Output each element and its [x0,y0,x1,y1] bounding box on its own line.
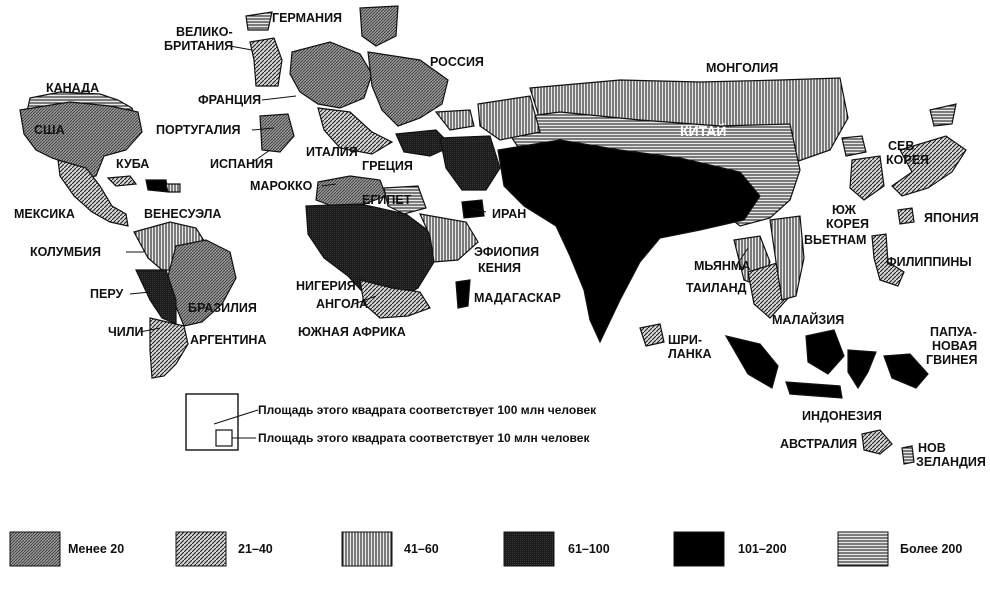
region-iran [440,136,500,190]
region-india [498,140,760,342]
region-madagascar [456,280,470,308]
label-vietnam: ВЬЕТНАМ [804,233,867,247]
label-png-line1: ПАПУА- [930,325,977,339]
region-caucasus [436,110,474,130]
region-sri-lanka [640,324,664,346]
label-south-korea-line1: ЮЖ [832,203,856,217]
region-indonesia-sulawesi [848,350,876,388]
label-ethiopia: ЭФИОПИЯ [474,245,540,259]
label-brazil: БРАЗИЛИЯ [188,301,257,315]
label-uk-line2: БРИТАНИЯ [164,39,234,53]
label-nigeria: НИГЕРИЯ [296,279,356,293]
label-south-africa: ЮЖНАЯ АФРИКА [298,325,406,339]
label-china: КИТАЙ [680,123,727,139]
label-angola: АНГОЛА [316,297,369,311]
scale-note-10: Площадь этого квадрата соответствует 10 млн человек [258,431,590,445]
label-uk-line1: ВЕЛИКО- [176,25,233,39]
scale-note-100: Площадь этого квадрата соответствует 100 млн человек [258,403,597,417]
label-mexico: МЕКСИКА [14,207,75,221]
region-cuba [108,176,136,186]
label-chile: ЧИЛИ [108,325,144,339]
legend [10,532,962,566]
label-madagascar: МАДАГАСКАР [474,291,561,305]
label-morocco: МАРОККО [250,179,313,193]
label-japan: ЯПОНИЯ [924,211,979,225]
region-australia [862,430,892,454]
label-argentina: АРГЕНТИНА [190,333,267,347]
label-italy: ИТАЛИЯ [306,145,358,159]
region-north-korea [842,136,866,156]
region-central-asia [478,96,540,140]
label-cuba: КУБА [116,157,150,171]
label-sri-lanka-line2: ЛАНКА [668,347,712,361]
label-thailand: ТАИЛАНД [686,281,747,295]
legend-swatch-61-100 [504,532,554,566]
label-myanmar: МЬЯНМА [694,259,751,273]
region-scandinavia [360,6,398,46]
label-colombia: КОЛУМБИЯ [30,245,101,259]
label-egypt: ЕГИПЕТ [362,193,412,207]
region-uk [250,38,282,86]
label-mongolia: МОНГОЛИЯ [706,61,779,75]
region-new-zealand [902,446,914,464]
label-new-zealand-line1: НОВ [918,441,946,455]
label-portugal: ПОРТУГАЛИЯ [156,123,241,137]
region-europe-west [290,42,372,108]
legend-label-lt20: Менее 20 [68,542,125,556]
label-usa: США [34,123,65,137]
label-south-korea-line2: КОРЕЯ [826,217,870,231]
legend-swatch-41-60 [342,532,392,566]
region-indonesia-java [786,382,842,398]
label-spain: ИСПАНИЯ [210,157,274,171]
label-indonesia: ИНДОНЕЗИЯ [802,409,882,423]
label-new-zealand-line2: ЗЕЛАНДИЯ [916,455,986,469]
label-venezuela: ВЕНЕСУЭЛА [144,207,222,221]
legend-swatch-lt20 [10,532,60,566]
region-iberia [260,114,294,152]
region-caribbean [146,180,168,192]
label-canada: КАНАДА [46,81,100,95]
region-iceland [246,12,272,30]
label-russia: РОССИЯ [430,55,484,69]
label-png-line2: НОВАЯ [932,339,978,353]
label-germany: ГЕРМАНИЯ [272,11,343,25]
region-south-korea [850,156,884,200]
label-france: ФРАНЦИЯ [198,93,262,107]
legend-swatch-21-40 [176,532,226,566]
scale-square-10m [216,430,232,446]
label-png-line3: ГВИНЕЯ [926,353,978,367]
legend-label-101-200: 101–200 [738,542,787,556]
region-argentina-chile [150,318,188,378]
label-north-korea-line2: КОРЕЯ [886,153,930,167]
legend-swatch-101-200 [674,532,724,566]
legend-label-61-100: 61–100 [568,542,610,556]
region-taiwan [898,208,914,224]
region-indonesia-sumatra [726,336,778,388]
label-peru: ПЕРУ [90,287,124,301]
legend-label-gt200: Более 200 [900,542,963,556]
region-indonesia-borneo [806,330,844,374]
region-caribbean-2 [166,184,180,192]
legend-label-21-40: 21–40 [238,542,273,556]
label-sri-lanka-line1: ШРИ- [668,333,703,347]
label-greece: ГРЕЦИЯ [362,159,413,173]
label-kenya: КЕНИЯ [478,261,521,275]
label-australia: АВСТРАЛИЯ [780,437,858,451]
legend-label-41-60: 41–60 [404,542,439,556]
legend-swatch-gt200 [838,532,888,566]
label-north-korea-line1: СЕВ [888,139,915,153]
label-malaysia: МАЛАЙЗИЯ [772,313,845,327]
label-iran: ИРАН [492,207,527,221]
label-philippines: ФИЛИППИНЫ [886,255,972,269]
region-papua [884,354,928,388]
region-japan-north [930,104,956,126]
